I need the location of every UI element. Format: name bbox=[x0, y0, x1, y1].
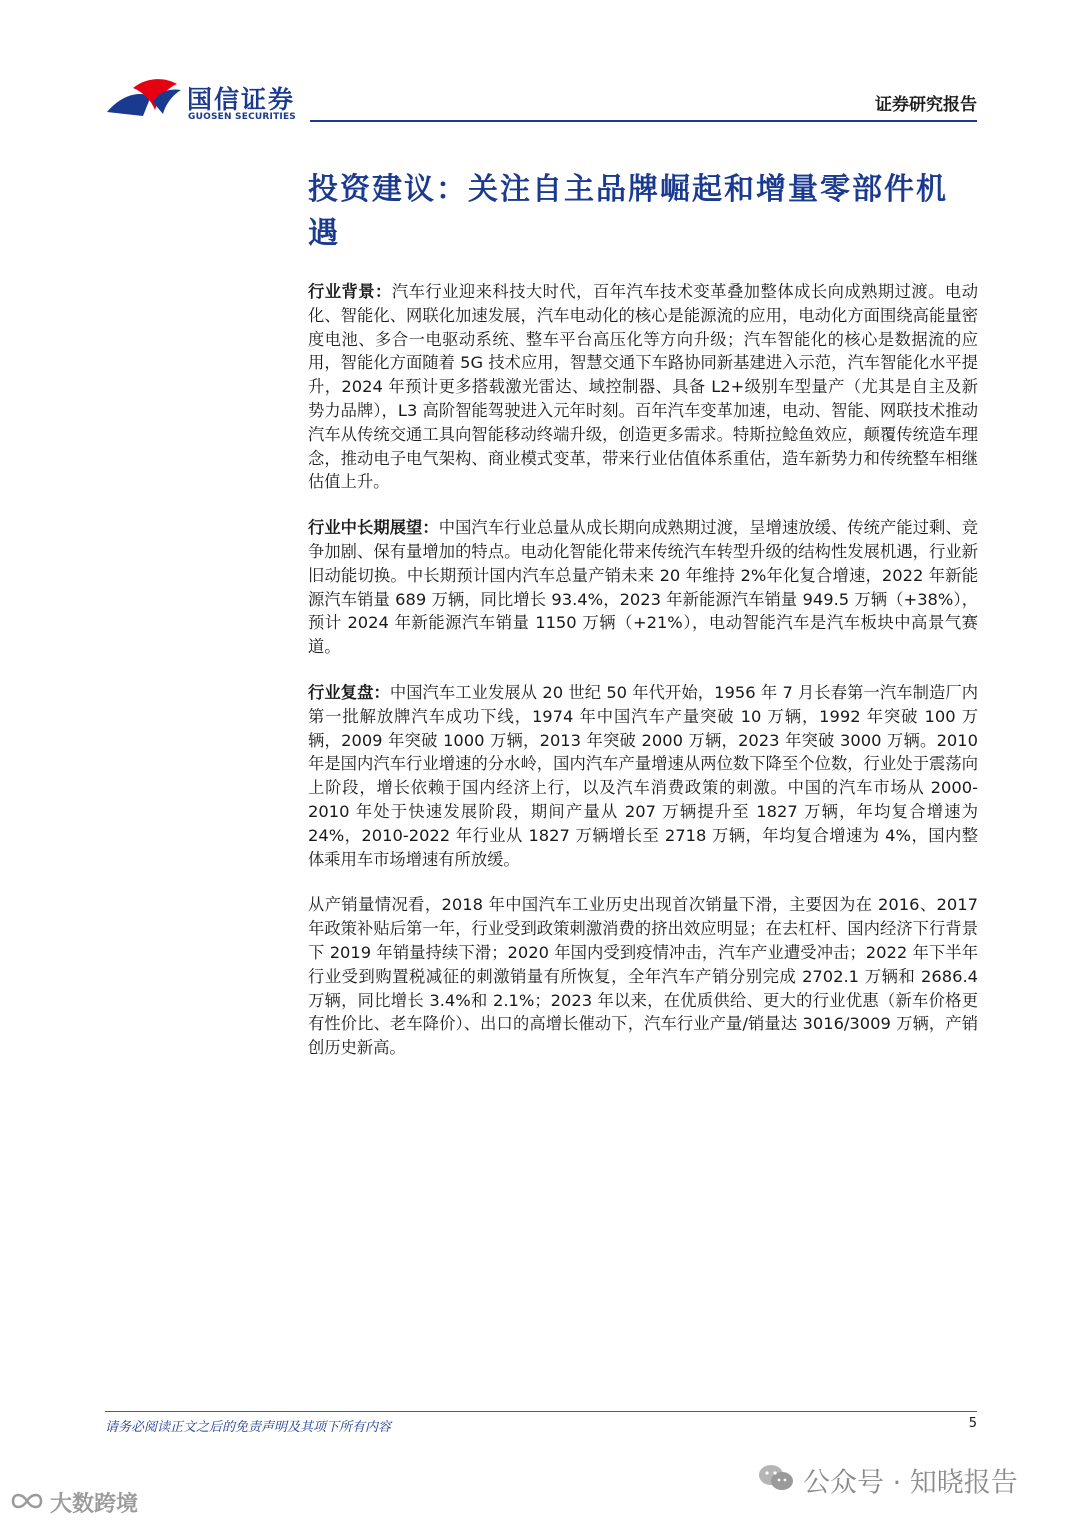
page-header bbox=[0, 0, 1080, 130]
paragraph-text: 中国汽车工业发展从 20 世纪 50 年代开始，1956 年 7 月长春第一汽车制造厂内第一批解放牌汽车成功下线，1974 年中国汽车产量突破 10 万辆，1992 年突破 100 万辆，2009 年突破 1000 万辆，2013 年突破 2000 万辆，2023 年突破 3000 万辆。2010 年是国内汽车行业增速的分水岭，国内汽车产量增速从两位数下降至个位数，行业处于震荡向上阶段，增长依赖于国内经济上行，以及汽车消费政策的刺激。中国的汽车市场从 2000-2010 年处于快速发展阶段，期间产量从 207 万辆提升至 1827 万辆，年均复合增速为 24%，2010-2022 年行业从 1827 万辆增长至 2718 万辆，年均复合增速为 4%，国内整体乘用车市场增速有所放缓。 bbox=[308, 682, 978, 869]
logo-english-name: GUOSEN SECURITIES bbox=[188, 112, 296, 122]
paragraph-text: 从产销量情况看，2018 年中国汽车工业历史出现首次销量下滑，主要因为在 2016、2017 年政策补贴后第一年，行业受到政策刺激消费的挤出效应明显；在去杠杆、国内经济下行背景下 2019 年销量持续下滑；2020 年国内受到疫情冲击，汽车产业遭受冲击；2022 年下半年行业受到购置税减征的刺激销量有所恢复，全年汽车产销分别完成 2702.1 万辆和 2686.4 万辆，同比增长 3.4%和 2.1%；2023 年以来，在优质供给、更大的行业优惠（新车价格更有性价比、老车降价）、出口的高增长催动下，汽车行业产量/销量达 3016/3009 万辆，产销创历史新高。 bbox=[308, 895, 978, 1058]
report-type-label: 证券研究报告 bbox=[875, 95, 977, 115]
header-divider bbox=[310, 120, 977, 122]
watermark-right-text: 公众号 · 知晓报告 bbox=[803, 1467, 1018, 1499]
guosen-logo bbox=[105, 72, 305, 124]
paragraph-industry-review bbox=[308, 681, 978, 871]
paragraph-sales-volume bbox=[308, 893, 978, 1060]
infinity-icon bbox=[10, 1490, 44, 1520]
paragraph-text: 中国汽车行业总量从成长期向成熟期过渡，呈增速放缓、传统产能过剩、竞争加剧、保有量增加的特点。电动化智能化带来传统汽车转型升级的结构性发展机遇，行业新旧动能切换。中长期预计国内汽车总量产销未来 20 年维持 2%年化复合增速，2022 年新能源汽车销量 689 万辆，同比增长 93.4%，2023 年新能源汽车销量 949.5 万辆（+38%），预计 2024 年新能源汽车销量 1150 万辆（+21%），电动智能汽车是汽车板块中高景气赛道。 bbox=[308, 518, 978, 657]
section-title: 投资建议：关注自主品牌崛起和增量零部件机遇 bbox=[308, 172, 948, 251]
watermark-right bbox=[757, 1462, 1018, 1502]
logo-chinese-name: 国信证券 bbox=[187, 85, 296, 114]
footer-divider bbox=[105, 1411, 977, 1412]
paragraph-lead: 行业复盘： bbox=[308, 682, 390, 702]
page-number: 5 bbox=[968, 1416, 977, 1431]
wechat-icon bbox=[757, 1462, 795, 1506]
paragraph-text: 汽车行业迎来科技大时代，百年汽车技术变革叠加整体成长向成熟期过渡。电动化、智能化、网联化加速发展，汽车电动化的核心是能源流的应用，电动化方面围绕高能量密度电池、多合一电驱动系统、整车平台高压化等方向升级；汽车智能化的核心是数据流的应用，智能化方面随着 5G 技术应用，智慧交通下车路协同新基建进入示范，汽车智能化水平提升，2024 年预计更多搭载激光雷达、域控制器、具备 L2+级别车型量产（尤其是自主及新势力品牌），L3 高阶智能驾驶进入元年时刻。百年汽车变革加速，电动、智能、网联技术推动汽车从传统交通工具向智能移动终端升级，创造更多需求。特斯拉鲶鱼效应，颠覆传统造车理念，推动电子电气架构、商业模式变革，带来行业估值体系重估，造车新势力和传统整车相继估值上升。 bbox=[308, 282, 978, 492]
paragraph-long-term-outlook bbox=[308, 516, 978, 659]
guosen-logo-icon bbox=[105, 72, 185, 122]
paragraph-lead: 行业中长期展望： bbox=[308, 518, 439, 538]
watermark-left-text: 大数跨境 bbox=[50, 1492, 139, 1517]
footer-disclaimer: 请务必阅读正文之后的免责声明及其项下所有内容 bbox=[105, 1420, 392, 1435]
paragraph-industry-background bbox=[308, 280, 978, 494]
main-content bbox=[308, 168, 978, 1060]
paragraph-lead: 行业背景： bbox=[308, 282, 392, 301]
watermark-left bbox=[10, 1490, 138, 1520]
